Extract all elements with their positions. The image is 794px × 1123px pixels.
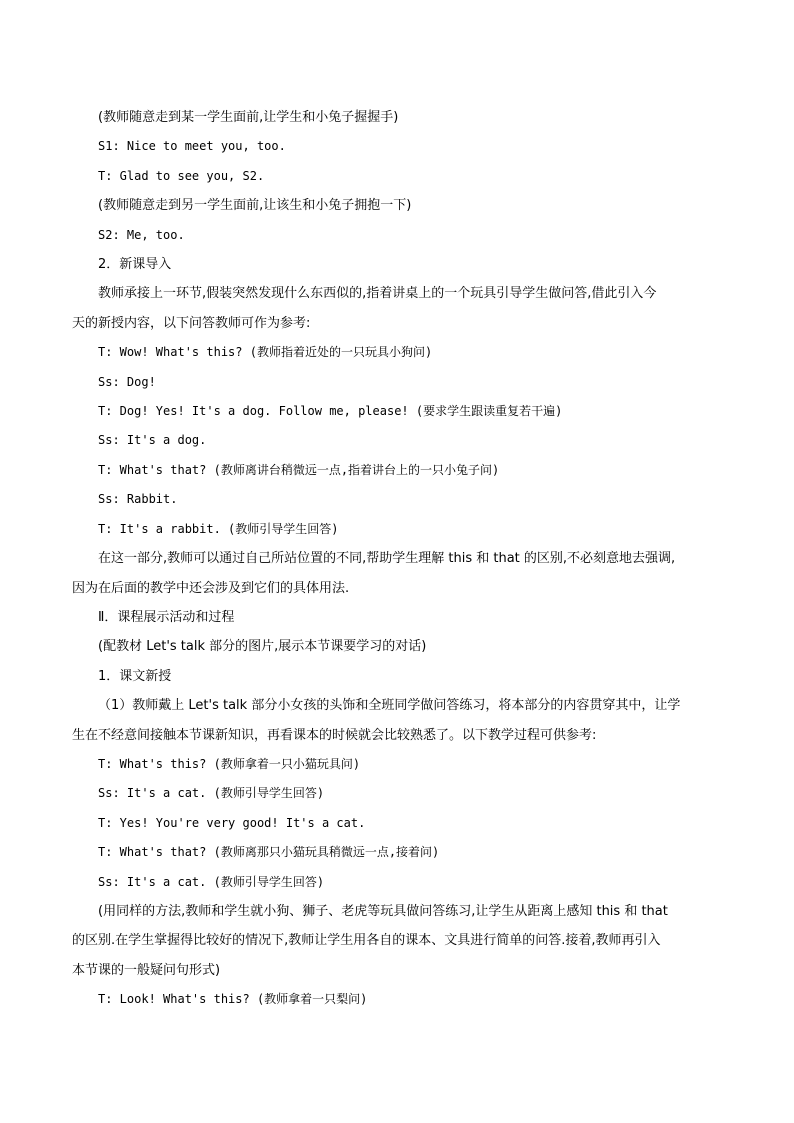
- section-heading: Ⅱ．课程展示活动和过程: [98, 609, 235, 625]
- dialogue-line: T: Wow! What's this? (教师指着近处的一只玩具小狗问): [98, 345, 433, 360]
- text-line: （1）教师戴上 Let's talk 部分小女孩的头饰和全班同学做问答练习，将本部分的内容贯穿其中，让学: [98, 698, 681, 714]
- text-line: 教师承接上一环节,假装突然发现什么东西似的,指着讲桌上的一个玩具引导学生做问答,借此引入今: [98, 286, 657, 302]
- text-line: (用同样的方法,教师和学生就小狗、狮子、老虎等玩具做问答练习,让学生从距离上感知 this 和 that: [98, 903, 668, 919]
- dialogue-line: T: It's a rabbit. (教师引导学生回答): [98, 521, 339, 536]
- dialogue-line: T: Yes! You're very good! It's a cat.: [98, 815, 366, 830]
- dialogue-line: S1: Nice to meet you, too.: [98, 139, 286, 154]
- text-line: (教师随意走到另一学生面前,让该生和小兔子拥抱一下): [98, 198, 412, 214]
- dialogue-line: T: Look! What's this? (教师拿着一只梨问): [98, 992, 368, 1007]
- text-line: 本节课的一般疑问句形式): [72, 962, 221, 978]
- dialogue-line: T: Glad to see you, S2.: [98, 168, 265, 183]
- text-line: (教师随意走到某一学生面前,让学生和小兔子握握手): [98, 110, 399, 125]
- document-page: [72, 103, 724, 1015]
- dialogue-line: T: Dog! Yes! It's a dog. Follow me, please! (要求学生跟读重复若干遍): [98, 404, 563, 419]
- text-line: 天的新授内容，以下问答教师可作为参考:: [72, 315, 311, 331]
- section-heading: 2．新课导入: [98, 257, 172, 273]
- dialogue-line: Ss: Dog!: [98, 374, 156, 389]
- dialogue-line: Ss: It's a cat. (教师引导学生回答): [98, 786, 325, 801]
- dialogue-line: Ss: It's a dog.: [98, 433, 207, 448]
- dialogue-line: Ss: Rabbit.: [98, 492, 178, 507]
- text-line: 的区别.在学生掌握得比较好的情况下,教师让学生用各自的课本、文具进行简单的问答.接着,教师再引入: [72, 933, 661, 949]
- text-line: (配教材 Let's talk 部分的图片,展示本节课要学习的对话): [98, 639, 427, 655]
- dialogue-line: T: What's this? (教师拿着一只小猫玩具问): [98, 756, 361, 771]
- dialogue-line: T: What's that? (教师离讲台稍微远一点,指着讲台上的一只小兔子问): [98, 462, 500, 477]
- text-line: 生在不经意间接触本节课新知识，再看课本的时候就会比较熟悉了。以下教学过程可供参考:: [72, 727, 597, 743]
- dialogue-line: Ss: It's a cat. (教师引导学生回答): [98, 874, 325, 889]
- text-line: 在这一部分,教师可以通过自己所站位置的不同,帮助学生理解 this 和 that 的区别,不必刻意地去强调,: [98, 551, 676, 567]
- section-heading: 1．课文新授: [98, 668, 172, 684]
- dialogue-line: S2: Me, too.: [98, 227, 185, 242]
- text-line: 因为在后面的教学中还会涉及到它们的具体用法.: [72, 580, 350, 596]
- dialogue-line: T: What's that? (教师离那只小猫玩具稍微远一点,接着问): [98, 845, 440, 860]
